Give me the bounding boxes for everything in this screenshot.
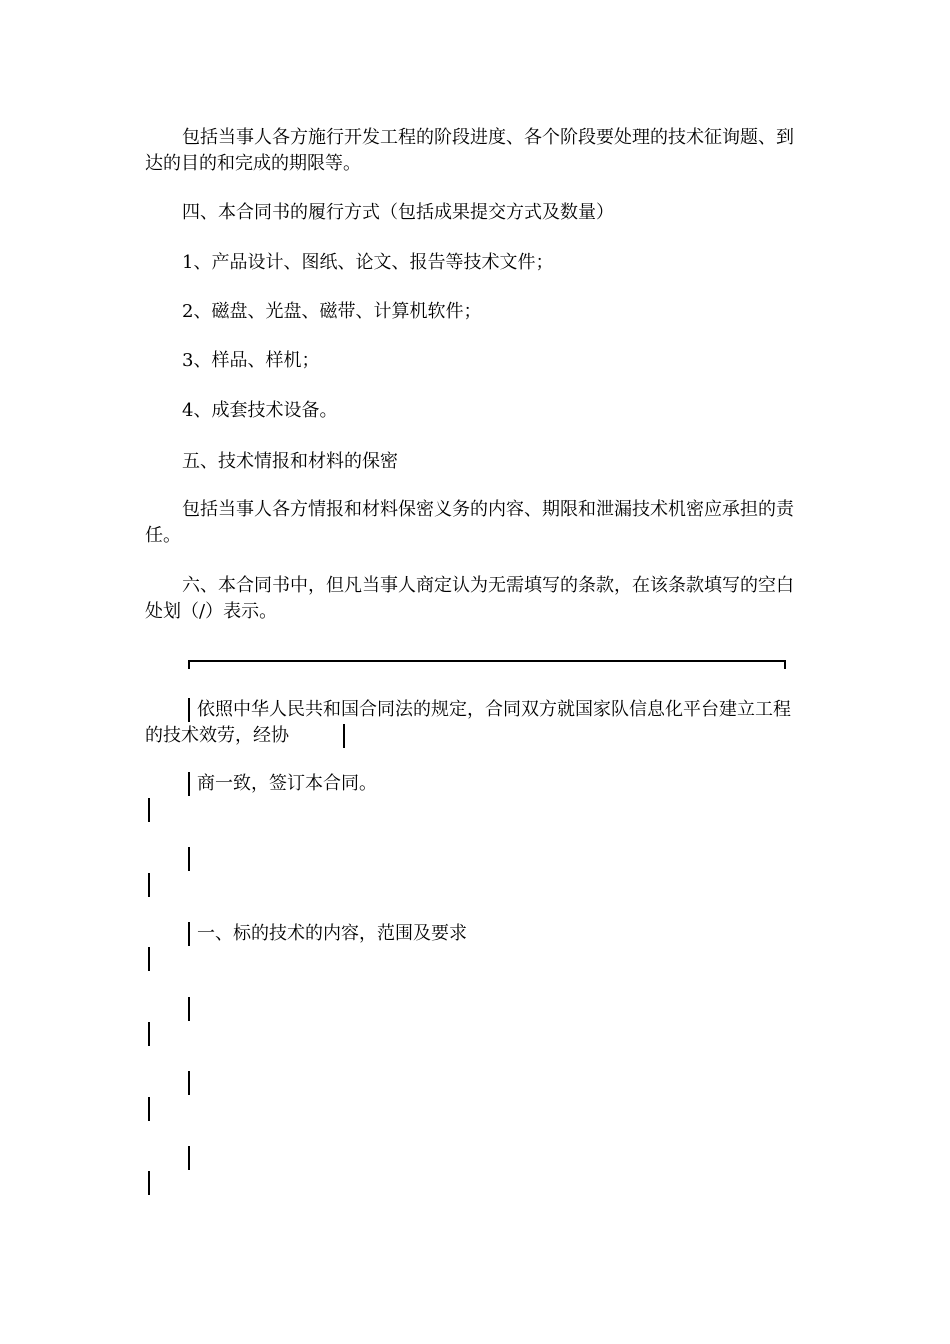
paragraph-confidentiality-obligations: 包括当事人各方情报和材料保密义务的内容、期限和泄漏技术机密应承担的责任。: [145, 499, 794, 546]
table-left-border: [188, 1146, 190, 1170]
list-item-equipment: 4、成套技术设备。: [182, 400, 338, 421]
paragraph-development-progress: 包括当事人各方施行开发工程的阶段进度、各个阶段要处理的技术征询题、到达的目的和完成的期限等。: [145, 127, 794, 174]
paragraph-blank-clauses: 六、本合同书中，但凡当事人商定认为无需填写的条款，在该条款填写的空白处划（/）表示。: [145, 575, 794, 622]
table-right-border: [343, 724, 345, 748]
list-item-samples: 3、样品、样机；: [182, 350, 320, 371]
table-right-border: [148, 798, 150, 822]
table-row-subject-technology: 一、标的技术的内容，范围及要求: [197, 923, 467, 944]
document-page: [145, 0, 805, 1344]
table-top-border: [188, 660, 786, 669]
table-right-border: [148, 1022, 150, 1046]
list-item-technical-documents: 1、产品设计、图纸、论文、报告等技术文件；: [182, 252, 554, 273]
table-right-border: [148, 873, 150, 897]
section-heading-performance-method: 四、本合同书的履行方式（包括成果提交方式及数量）: [182, 202, 614, 223]
table-row-agreement: 商一致，签订本合同。: [197, 773, 377, 794]
table-left-border: [188, 997, 190, 1021]
table-row-contract-basis: 依照中华人民共和国合同法的规定，合同双方就国家队信息化平台建立工程的技术效劳，经协: [145, 699, 791, 746]
table-left-border: [188, 1071, 190, 1095]
table-right-border: [148, 947, 150, 971]
table-right-border: [148, 1171, 150, 1195]
table-right-border: [148, 1097, 150, 1121]
list-item-storage-media: 2、磁盘、光盘、磁带、计算机软件；: [182, 301, 482, 322]
table-left-border: [188, 847, 190, 871]
section-heading-confidentiality: 五、技术情报和材料的保密: [182, 451, 398, 472]
